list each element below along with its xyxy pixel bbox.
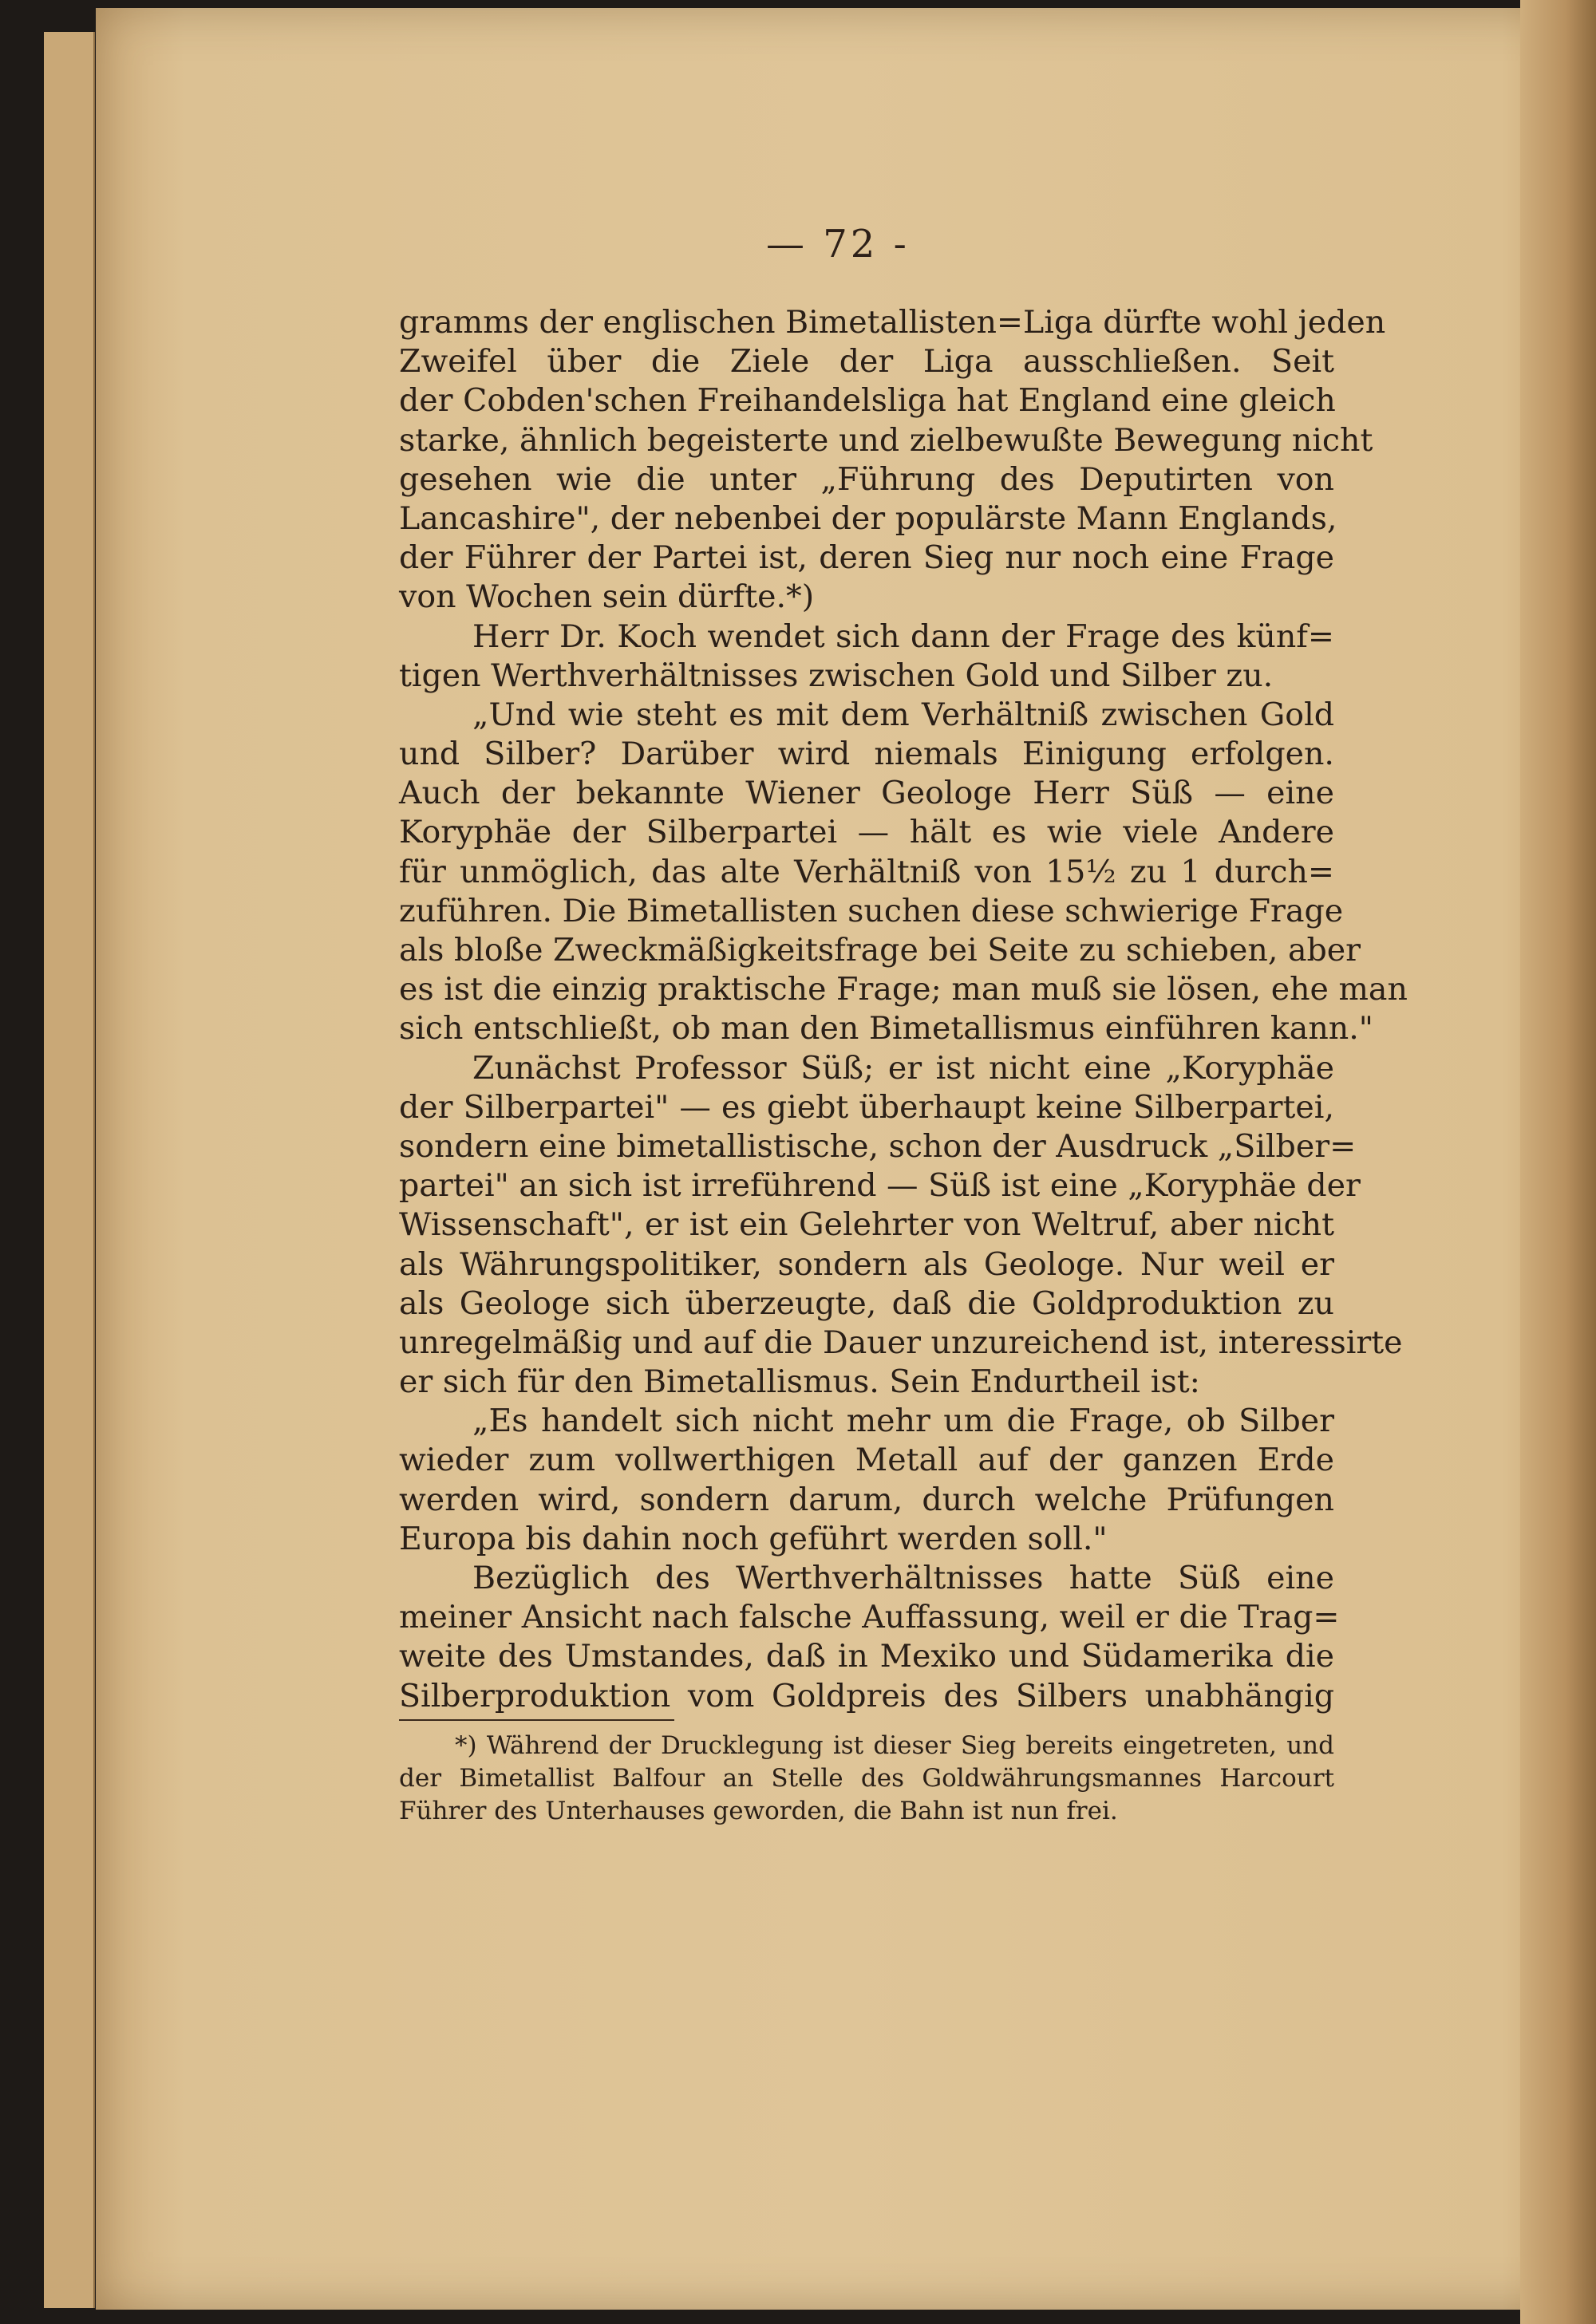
text-line: für unmöglich, das alte Verhältniß von 15½ zu 1 durch= (399, 853, 1334, 890)
text-line: Zweifel über die Ziele der Liga ausschließen. Seit (399, 343, 1334, 381)
text-line: wieder zum vollwerthigen Metall auf der ganzen Erde (399, 1442, 1334, 1479)
text-line: „Und wie steht es mit dem Verhältniß zwischen Gold (472, 696, 1334, 733)
text-line: Koryphäe der Silberpartei — hält es wie viele Andere (399, 814, 1334, 851)
page-number: — 72 - (766, 222, 910, 266)
text-line: als Geologe sich überzeugte, daß die Goldproduktion zu (399, 1284, 1334, 1322)
text-line: es ist die einzig praktische Frage; man muß sie lösen, ehe man (399, 971, 1408, 1008)
text-line: Lancashire", der nebenbei der populärste Mann Englands, (399, 499, 1337, 537)
text-line: sich entschließt, ob man den Bimetallismus einführen kann." (399, 1010, 1373, 1048)
text-line: tigen Werthverhältnisses zwischen Gold und Silber zu. (399, 657, 1274, 694)
text-line: werden wird, sondern darum, durch welche Prüfungen (399, 1481, 1334, 1518)
text-line: partei" an sich ist irreführend — Süß ist eine „Koryphäe der (399, 1167, 1361, 1205)
footnote (399, 1730, 1334, 1828)
text-line: Silberproduktion vom Goldpreis des Silbers unabhängig (399, 1677, 1334, 1714)
text-line: der Cobden'schen Freihandelsliga hat England eine gleich (399, 382, 1336, 420)
text-line: unregelmäßig und auf die Dauer unzureichend ist, interessirte (399, 1324, 1403, 1361)
text-line: sondern eine bimetallistische, schon der Ausdruck „Silber= (399, 1127, 1357, 1165)
footnote-line: der Bimetallist Balfour an Stelle des Goldwährungsmannes Harcourt (399, 1764, 1334, 1793)
text-line: gramms der englischen Bimetallisten=Liga dürfte wohl jeden (399, 304, 1386, 341)
text-line: „Es handelt sich nicht mehr um die Frage, ob Silber (472, 1403, 1334, 1440)
main-text (399, 303, 1408, 1716)
text-line: als bloße Zweckmäßigkeitsfrage bei Seite zu schieben, aber (399, 932, 1361, 969)
text-line: Europa bis dahin noch geführt werden soll." (399, 1520, 1108, 1557)
text-line: der Silberpartei" — es giebt überhaupt keine Silberpartei, (399, 1088, 1334, 1126)
text-line: er sich für den Bimetallismus. Sein Endurtheil ist: (399, 1363, 1200, 1401)
text-line: Bezüglich des Werthverhältnisses hatte Süß eine (472, 1560, 1334, 1596)
text-line: zuführen. Die Bimetallisten suchen diese schwierige Frage (399, 892, 1344, 929)
text-line: von Wochen sein dürfte.*) (399, 578, 815, 616)
book-spine (1520, 0, 1596, 2324)
text-line: der Führer der Partei ist, deren Sieg nur noch eine Frage (399, 539, 1334, 577)
text-line: weite des Umstandes, daß in Mexiko und Südamerika die (399, 1638, 1334, 1675)
text-line: Auch der bekannte Wiener Geologe Herr Süß — eine (399, 775, 1334, 812)
text-line: starke, ähnlich begeisterte und zielbewußte Bewegung nicht (399, 421, 1373, 459)
page-edge (76, 32, 95, 2308)
text-line: Zunächst Professor Süß; er ist nicht eine „Koryphäe (472, 1049, 1334, 1087)
footnote-line: Führer des Unterhauses geworden, die Bahn ist nun frei. (399, 1797, 1118, 1825)
footnote-line: *) Während der Drucklegung ist dieser Sieg bereits eingetreten, und (455, 1731, 1334, 1760)
text-line: gesehen wie die unter „Führung des Deputirten von (399, 460, 1334, 498)
footnote-rule (399, 1719, 674, 1721)
text-line: und Silber? Darüber wird niemals Einigung erfolgen. (399, 736, 1334, 773)
text-line: meiner Ansicht nach falsche Auffassung, weil er die Trag= (399, 1599, 1340, 1636)
text-line: als Währungspolitiker, sondern als Geologe. Nur weil er (399, 1245, 1334, 1283)
text-line: Herr Dr. Koch wendet sich dann der Frage des künf= (472, 617, 1334, 655)
text-line: Wissenschaft", er ist ein Gelehrter von Weltruf, aber nicht (399, 1206, 1334, 1244)
